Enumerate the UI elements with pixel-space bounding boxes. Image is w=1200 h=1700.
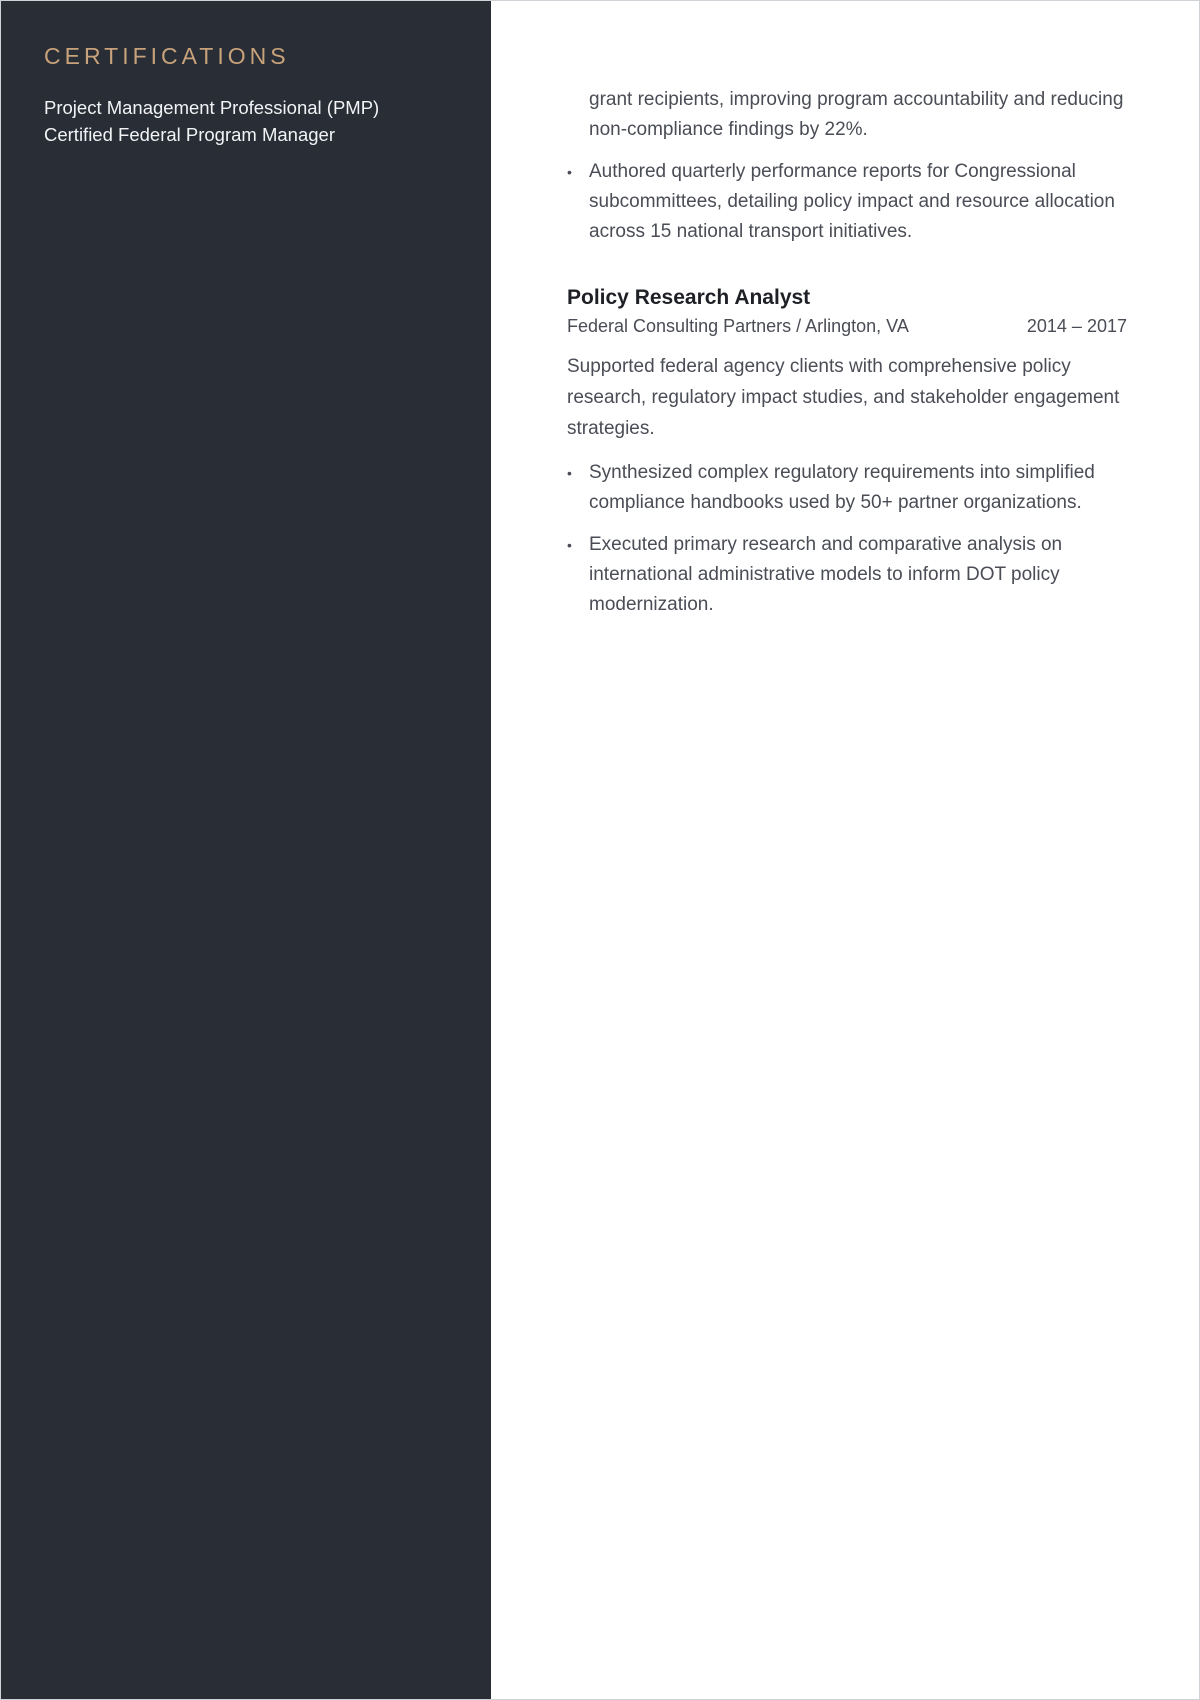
certifications-heading: CERTIFICATIONS xyxy=(44,43,290,69)
job-bullets xyxy=(567,458,1127,620)
job-meta xyxy=(567,313,1127,339)
bullet-dot-icon: • xyxy=(567,537,572,553)
bullet-text: Authored quarterly performance reports for Congressional subcommittees, detailing policy impact and resource allocation across 15 national transport initiatives. xyxy=(589,161,1115,242)
bullet-item xyxy=(567,85,1127,145)
continued-bullets xyxy=(567,85,1127,247)
job-dates: 2014 – 2017 xyxy=(1026,316,1127,336)
bullet-text: Executed primary research and comparative analysis on international administrative models to inform DOT policy modernization. xyxy=(589,534,1063,615)
certification-item: Certified Federal Program Manager xyxy=(44,124,335,145)
certifications-list xyxy=(44,94,379,148)
bullet-item xyxy=(567,530,1127,620)
bullet-item xyxy=(567,157,1127,247)
bullet-text: Synthesized complex regulatory requirements into simplified compliance handbooks used by 50+ partner organizations. xyxy=(589,462,1095,513)
job-summary: Supported federal agency clients with comprehensive policy research, regulatory impact studies, and stakeholder engagement strategies. xyxy=(567,356,1120,439)
bullet-dot-icon: • xyxy=(567,465,572,481)
sidebar xyxy=(1,1,491,1699)
bullet-text: grant recipients, improving program accountability and reducing non-compliance findings by 22%. xyxy=(589,89,1124,140)
job-entry xyxy=(567,284,1127,620)
bullet-dot-icon: • xyxy=(567,164,572,180)
certification-item: Project Management Professional (PMP) xyxy=(44,97,380,118)
job-company: Federal Consulting Partners / Arlington, VA xyxy=(567,316,909,336)
job-title: Policy Research Analyst xyxy=(567,286,811,309)
bullet-item xyxy=(567,458,1127,518)
